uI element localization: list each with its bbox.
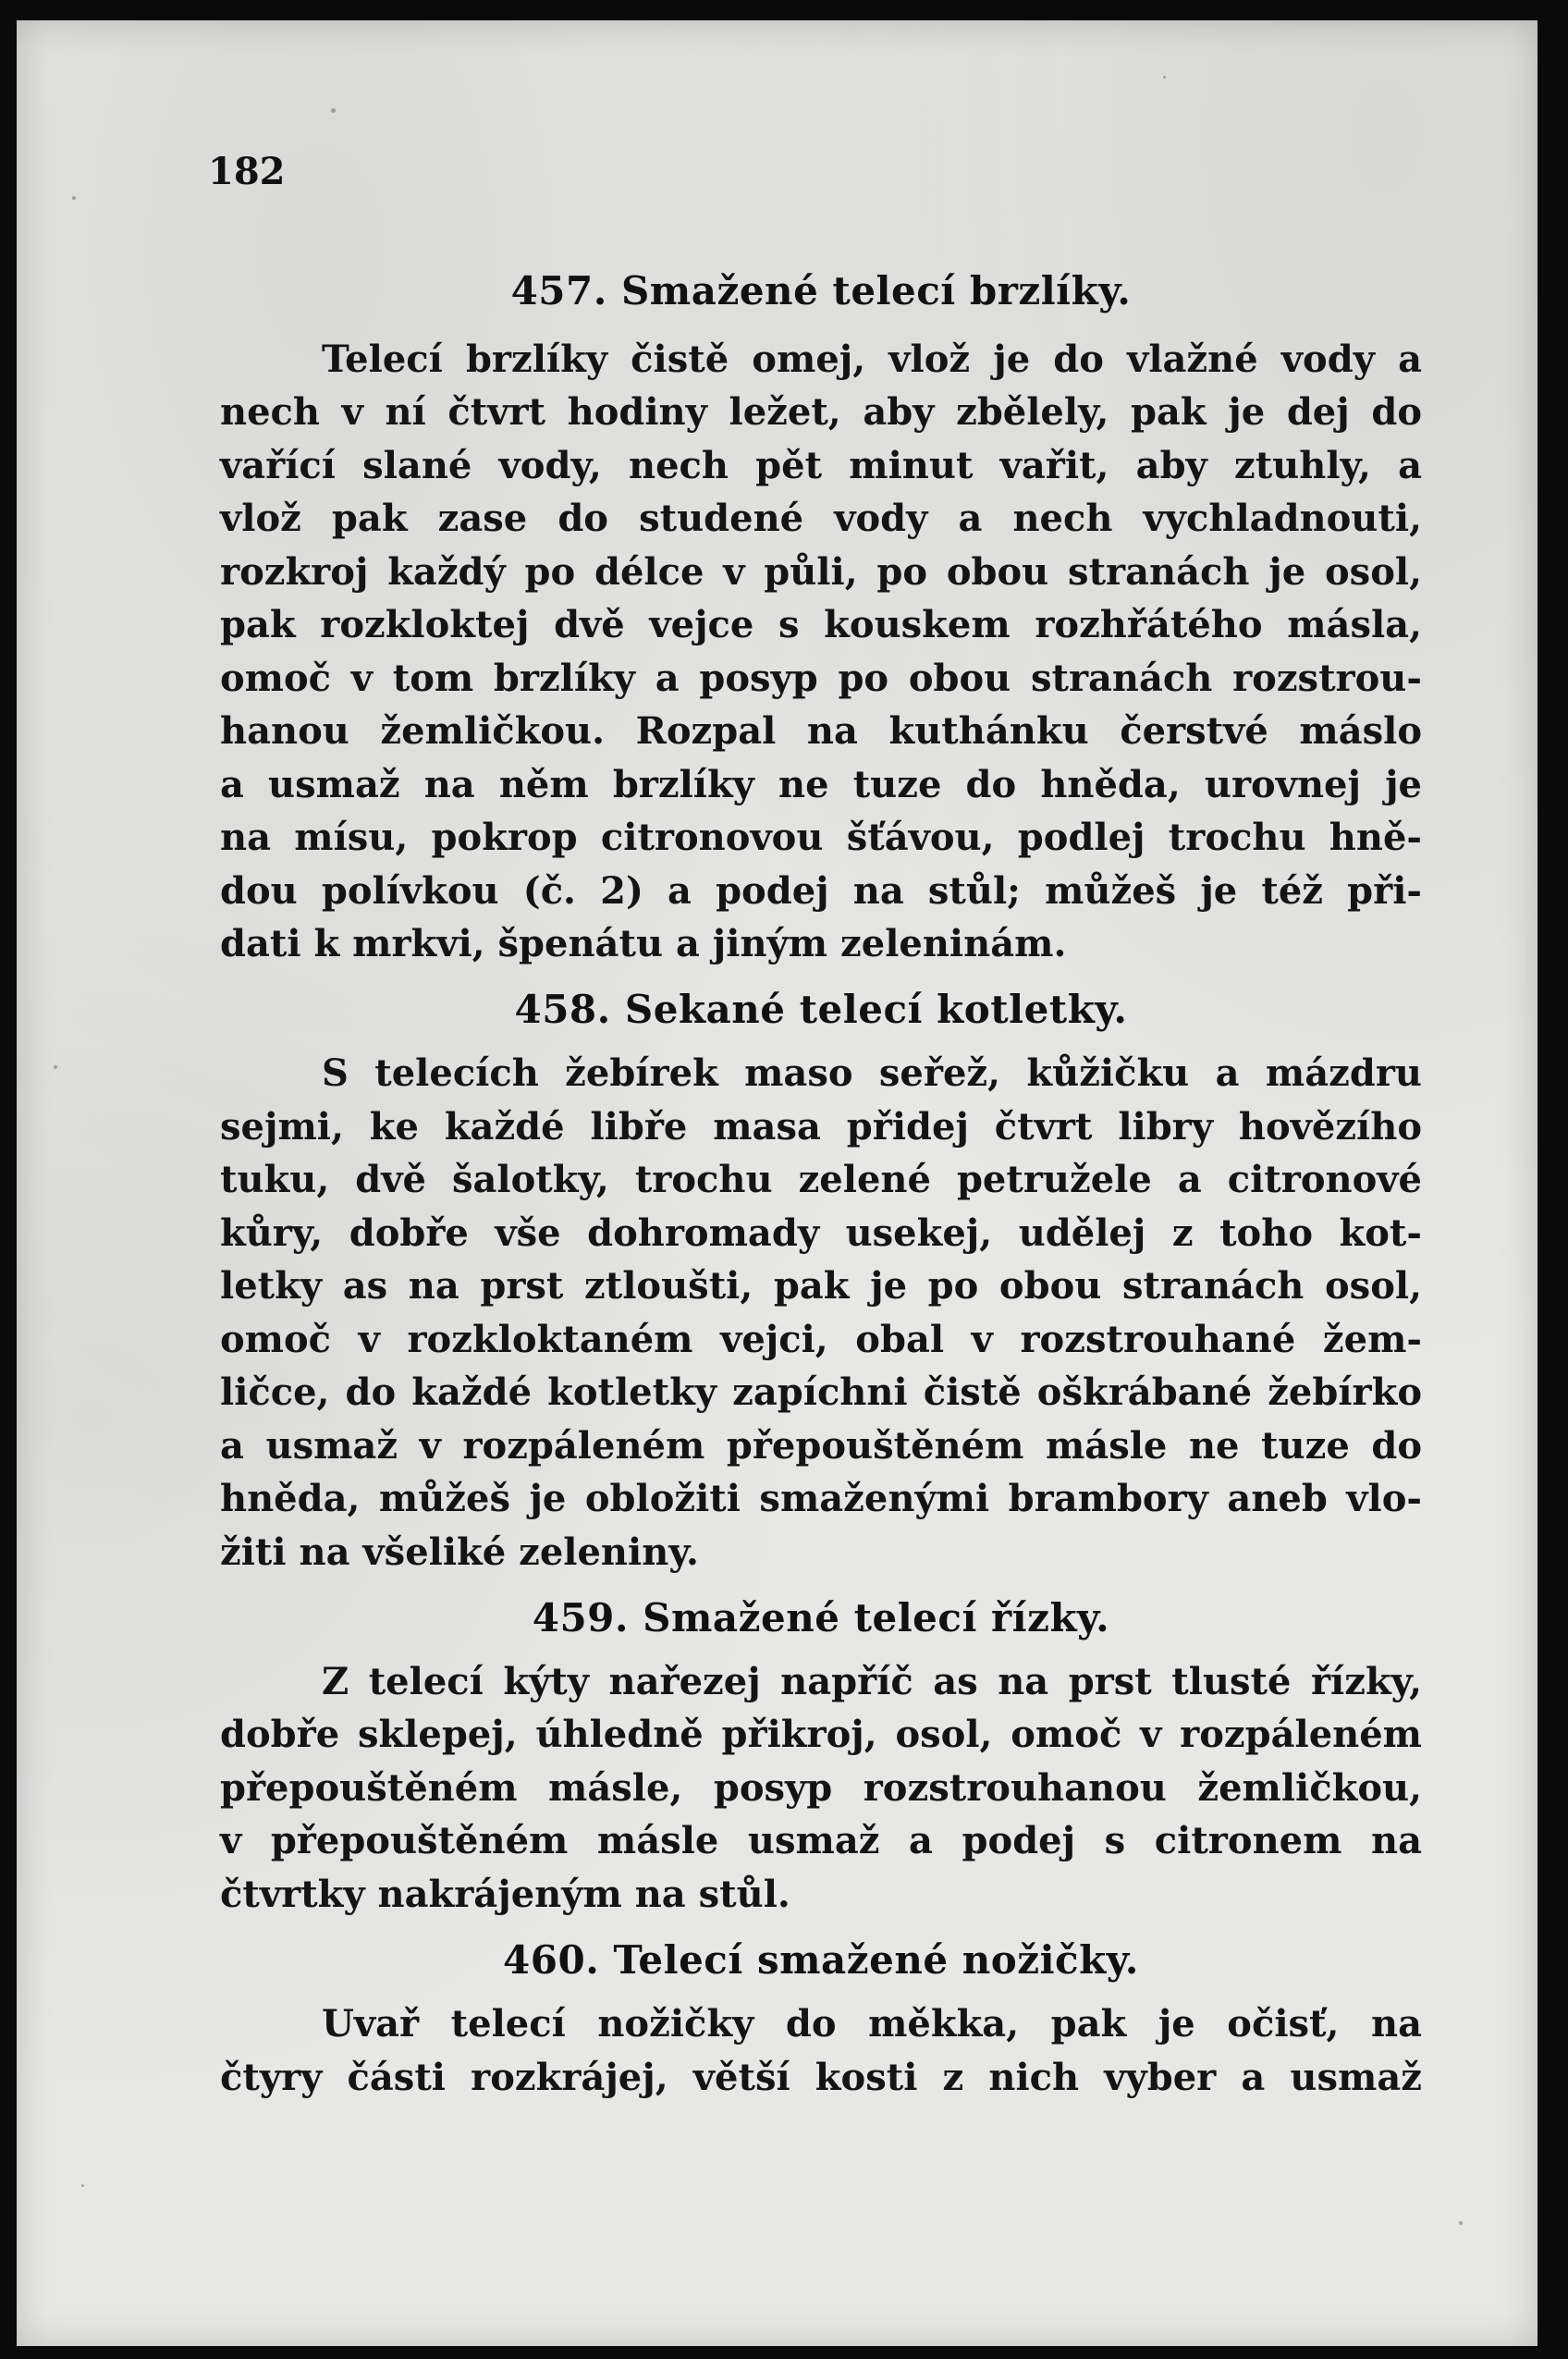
text-line: Uvař telecí nožičky do měkka, pak je očisť, na xyxy=(322,2002,1422,2046)
text-line: omoč v tom brzlíky a posyp po obou stranách rozstrou- xyxy=(220,657,1422,700)
text-line: rozkroj každý po délce v půli, po obou stranách je osol, xyxy=(220,550,1422,594)
text-line: a usmaž v rozpáleném přepouštěném másle ne tuze do xyxy=(220,1424,1422,1468)
text-line: kůry, dobře vše dohromady usekej, udělej z toho kot- xyxy=(220,1211,1422,1255)
scan-speck xyxy=(1459,2221,1463,2225)
text-line: omoč v rozkloktaném vejci, obal v rozstrouhané žem- xyxy=(220,1318,1422,1361)
scan-speck xyxy=(54,1065,57,1069)
recipe-heading-459: 459. Smažené telecí řízky. xyxy=(532,1595,1110,1640)
text-line: pak rozkloktej dvě vejce s kouskem rozhřátého másla, xyxy=(220,603,1422,646)
text-line: čtvrtky nakrájeným na stůl. xyxy=(220,1873,790,1916)
text-line: ličce, do každé kotletky zapíchni čistě oškrábané žebírko xyxy=(220,1370,1422,1414)
scan-speck xyxy=(331,108,336,113)
text-line: nech v ní čtvrt hodiny ležet, aby zbělely, pak je dej do xyxy=(220,390,1422,434)
text-line: Telecí brzlíky čistě omej, vlož je do vlažné vody a xyxy=(322,338,1422,381)
text-line: dati k mrkvi, špenátu a jiným zeleninám. xyxy=(220,922,1067,965)
recipe-heading-457: 457. Smažené telecí brzlíky. xyxy=(510,268,1132,313)
text-line: v přepouštěném másle usmaž a podej s citronem na xyxy=(220,1819,1422,1862)
text-line: a usmaž na něm brzlíky ne tuze do hněda, urovnej je xyxy=(220,763,1422,806)
text-line: dou polívkou (č. 2) a podej na stůl; můžeš je též při- xyxy=(220,869,1422,913)
book-page xyxy=(17,20,1537,2346)
text-line: vařící slané vody, nech pět minut vařit, aby ztuhly, a xyxy=(220,444,1422,487)
text-line: vlož pak zase do studené vody a nech vychladnouti, xyxy=(220,497,1422,540)
text-line: žiti na všeliké zeleniny. xyxy=(220,1530,699,1574)
recipe-heading-458: 458. Sekané telecí kotletky. xyxy=(514,987,1128,1032)
text-line: přepouštěném másle, posyp rozstrouhanou žemličkou, xyxy=(220,1766,1422,1810)
text-line: čtyry části rozkrájej, větší kosti z nich vyber a usmaž xyxy=(220,2056,1422,2099)
text-line: hanou žemličkou. Rozpal na kuthánku čerstvé máslo xyxy=(220,709,1422,753)
text-line: S telecích žebírek maso seřež, kůžičku a mázdru xyxy=(322,1051,1422,1095)
scan-speck xyxy=(81,2184,84,2187)
text-line: tuku, dvě šalotky, trochu zelené petružele a citronové xyxy=(220,1158,1422,1201)
scan-speck xyxy=(1163,76,1166,79)
page-number: 182 xyxy=(208,150,286,193)
recipe-heading-460: 460. Telecí smažené nožičky. xyxy=(503,1937,1139,1983)
text-line: dobře sklepej, úhledně přikroj, osol, omoč v rozpáleném xyxy=(220,1713,1422,1756)
text-line: sejmi, ke každé libře masa přidej čtvrt libry hovězího xyxy=(220,1105,1422,1149)
scan-speck xyxy=(72,196,76,200)
text-line: hněda, můžeš je obložiti smaženými brambory aneb vlo- xyxy=(220,1477,1422,1520)
text-line: Z telecí kýty nařezej napříč as na prst tlusté řízky, xyxy=(322,1660,1422,1703)
text-line: na mísu, pokrop citronovou šťávou, podlej trochu hně- xyxy=(220,816,1422,859)
text-line: letky as na prst ztloušti, pak je po obou stranách osol, xyxy=(220,1264,1422,1308)
